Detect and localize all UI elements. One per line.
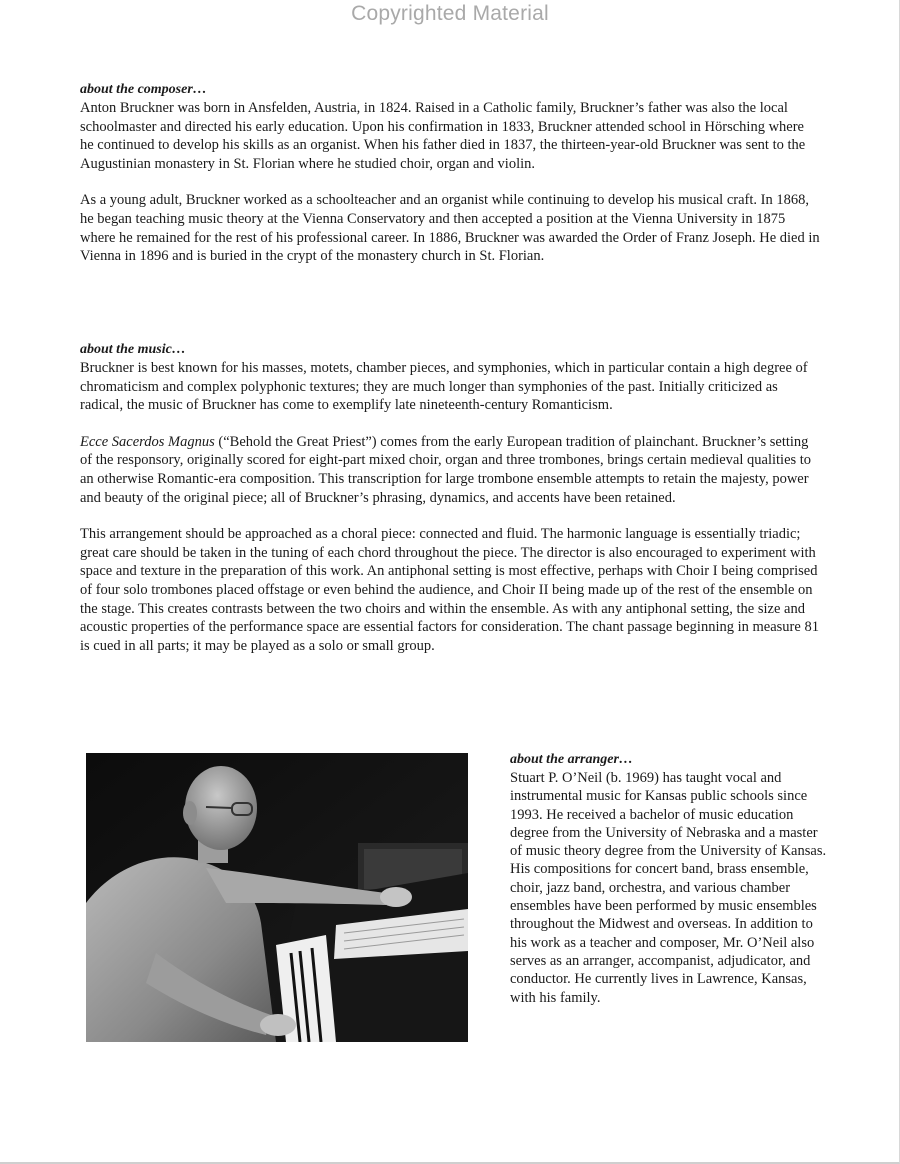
music-paragraph-1: Bruckner is best known for his masses, motets, chamber pieces, and symphonies, which in particular contain a high degree of chromaticism and complex polyphonic textures; they are much longer than symphonies of the past. Initially criticized as radical, the music of Bruckner has come to exemplify late nineteenth-century Romanticism.: [80, 360, 808, 414]
piece-title: Ecce Sacerdos Magnus: [80, 433, 215, 450]
music-paragraph-2: [80, 433, 820, 507]
composer-paragraph-1: Anton Bruckner was born in Ansfelden, Austria, in 1824. Raised in a Catholic family, Bruckner’s father was also the local schoolmaster and directed his early education. Upon his confirmation in 1833, Bruckner attended school in Hörsching where he continued to develop his skills as an organist. When his father died in 1837, the thirteen-year-old Bruckner was sent to the Augustinian monastery in St. Florian where he studied choir, organ and violin.: [80, 100, 806, 172]
composer-paragraph-2: As a young adult, Bruckner worked as a schoolteacher and an organist while continuing to develop his musical craft. In 1868, he began teaching music theory at the Vienna Conservatory and then accepted a position at the Vienna University in 1875 where he remained for the rest of his professional career. In 1886, Bruckner was awarded the Order of Franz Joseph. He died in Vienna in 1896 and is buried in the crypt of the monastery church in St. Florian.: [80, 192, 820, 265]
copyright-watermark: Copyrighted Material: [351, 2, 549, 25]
arranger-at-piano-image: [86, 753, 468, 1042]
music-paragraph-3: This arrangement should be approached as a choral piece: connected and fluid. The harmonic language is essentially triadic; great care should be taken in the tuning of each chord throughout the piece. The director is also encouraged to experiment with space and texture in the preparation of this work. An antiphonal setting is most effective, perhaps with Choir I being comprised of four solo trombones placed offstage or even behind the audience, and Choir II being made up of the rest of the ensemble on the stage. This creates contrasts between the two choirs and within the ensemble. As with any antiphonal setting, the size and acoustic properties of the performance space are essential factors for consideration. The chant passage beginning in measure 81 is cued in all parts; it may be played as a solo or small group.: [80, 526, 819, 654]
composer-heading: about the composer…: [80, 82, 207, 97]
arranger-bio: Stuart P. O’Neil (b. 1969) has taught vocal and instrumental music for Kansas public schools since 1993. He received a bachelor of music education degree from the University of Nebraska and a master of music theory degree from the University of Kansas. His compositions for concert band, brass ensemble, choir, jazz band, orchestra, and various chamber ensembles have been performed by music ensembles throughout the Midwest and overseas. In addition to his work as a teacher and composer, Mr. O’Neil also serves as an arranger, accompanist, adjudicator, and conductor. He currently lives in Lawrence, Kansas, with his family.: [510, 770, 827, 1006]
arranger-heading: about the arranger…: [510, 752, 633, 767]
arranger-photo: [86, 753, 468, 1042]
music-paragraph-2-text: (“Behold the Great Priest”) comes from the early European tradition of plainchant. Bruckner’s setting of the responsory, originally scored for eight-part mixed choir, organ and three trombones, brings certain medieval qualities to an otherwise Romantic-era composition. This transcription for large trombone ensemble attempts to retain the majesty, power and beauty of the original piece; all of Bruckner’s phrasing, dynamics, and accents have been retained.: [80, 433, 812, 506]
about-arranger-section: [510, 751, 830, 1007]
music-heading: about the music…: [80, 342, 186, 357]
about-music-section: [80, 341, 820, 655]
about-composer-section: [80, 81, 820, 266]
